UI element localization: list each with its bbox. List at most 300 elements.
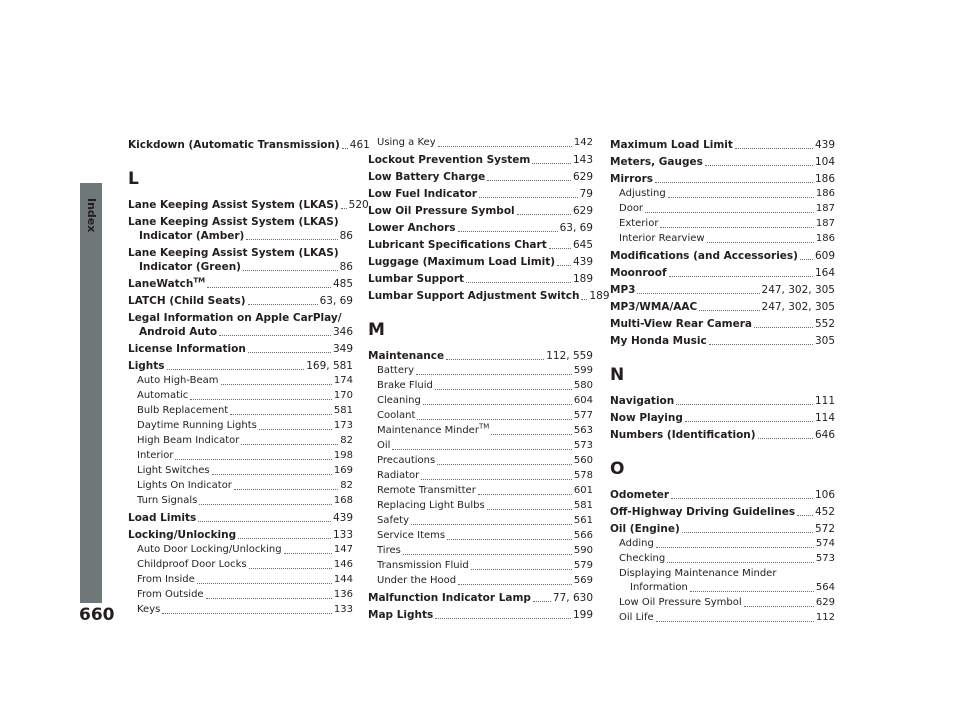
dot-leader — [487, 180, 571, 181]
page-reference: 133 — [333, 604, 353, 615]
index-entry — [610, 249, 835, 263]
index-entry-label: Keys — [137, 604, 161, 615]
index-entry — [128, 294, 353, 308]
index-subentry — [128, 573, 353, 587]
page-reference: 601 — [573, 485, 593, 496]
index-entry-label: Transmission Fluid — [377, 560, 469, 571]
index-subentry — [368, 394, 593, 408]
dot-leader — [656, 547, 814, 548]
index-column-1 — [128, 135, 370, 617]
index-entry — [610, 394, 835, 408]
page-reference: 452 — [814, 506, 835, 518]
index-entry-label: Multi-View Rear Camera — [610, 318, 752, 330]
page-reference: 572 — [814, 523, 835, 535]
dot-leader — [246, 239, 337, 240]
index-entry — [368, 591, 593, 605]
index-subentry — [610, 581, 835, 595]
page-reference: 349 — [332, 343, 353, 355]
index-subentry — [128, 404, 353, 418]
trademark-mark: TM — [193, 276, 206, 285]
index-subentry — [128, 603, 353, 617]
dot-leader — [667, 562, 814, 563]
dot-leader — [438, 146, 572, 147]
dot-leader — [645, 212, 814, 213]
page-reference: 106 — [814, 489, 835, 501]
page-reference: 174 — [333, 375, 353, 386]
index-subentry — [368, 574, 593, 588]
dot-leader — [238, 538, 331, 539]
index-subentry — [128, 389, 353, 403]
index-entry-label: LATCH (Child Seats) — [128, 295, 246, 307]
index-entry-text: Lane Keeping Assist System (LKAS) — [128, 216, 339, 228]
dot-leader — [341, 208, 347, 209]
index-entry-label: Navigation — [610, 395, 675, 407]
page-reference: 439 — [572, 256, 593, 268]
index-entry — [128, 342, 353, 356]
page-reference: 168 — [333, 495, 353, 506]
index-entry-label: Kickdown (Automatic Transmission) — [128, 139, 340, 151]
index-entry-label: Daytime Running Lights — [137, 420, 257, 431]
dot-leader — [533, 601, 551, 602]
dot-leader — [437, 464, 572, 465]
page-reference: 164 — [814, 267, 835, 279]
index-entry-label: Map Lights — [368, 609, 434, 621]
page-reference: 143 — [572, 154, 593, 166]
page-reference: 86 — [339, 261, 353, 273]
page-reference: 461 — [349, 139, 370, 151]
index-entry — [610, 172, 835, 186]
dot-leader — [637, 293, 759, 294]
index-entry-label: Coolant — [377, 410, 416, 421]
dot-leader — [458, 231, 558, 232]
index-entry — [610, 411, 835, 425]
index-subentry — [128, 464, 353, 478]
dot-leader — [248, 304, 318, 305]
page-reference: 186 — [815, 233, 835, 244]
page-reference: 579 — [573, 560, 593, 571]
index-entry-label: Lights — [128, 360, 165, 372]
dot-leader — [581, 299, 587, 300]
dot-leader — [549, 248, 571, 249]
index-entry-label: Low Battery Charge — [368, 171, 486, 183]
dot-leader — [517, 214, 571, 215]
index-subentry — [368, 514, 593, 528]
dot-leader — [207, 287, 331, 288]
index-entry — [368, 255, 593, 269]
dot-leader — [417, 419, 572, 420]
index-entry-label: Load Limits — [128, 512, 197, 524]
page-reference: 136 — [333, 589, 353, 600]
index-subentry — [368, 379, 593, 393]
index-entry — [368, 238, 593, 252]
index-subentry — [368, 469, 593, 483]
index-entry — [610, 317, 835, 331]
index-entry-label: License Information — [128, 343, 246, 355]
page-reference: 581 — [333, 405, 353, 416]
dot-leader — [342, 148, 348, 149]
index-subentry — [368, 544, 593, 558]
index-entry-label: Lumbar Support — [368, 273, 465, 285]
dot-leader — [416, 374, 572, 375]
page-reference: 187 — [815, 218, 835, 229]
index-entry-label: Indicator (Amber) — [139, 230, 245, 242]
page-reference: 133 — [332, 529, 353, 541]
index-entry — [610, 155, 835, 169]
index-entry — [368, 349, 593, 363]
index-entry-label: Using a Key — [377, 137, 436, 148]
page-reference: 77, 630 — [552, 592, 593, 604]
dot-leader — [190, 399, 332, 400]
page-reference: 646 — [814, 429, 835, 441]
page-reference: 111 — [814, 395, 835, 407]
dot-leader — [466, 282, 571, 283]
index-entry-label: Odometer — [610, 489, 670, 501]
index-subentry — [368, 529, 593, 543]
dot-leader — [735, 148, 813, 149]
page-reference: 79 — [579, 188, 593, 200]
page-reference: 63, 69 — [319, 295, 353, 307]
dot-leader — [446, 359, 544, 360]
page-reference: 578 — [573, 470, 593, 481]
page-reference: 199 — [572, 609, 593, 621]
index-entry-label: Modifications (and Accessories) — [610, 250, 798, 262]
index-entry — [128, 277, 353, 291]
index-entry — [610, 283, 835, 297]
index-entry-label: Lockout Prevention System — [368, 154, 531, 166]
page-reference: 645 — [572, 239, 593, 251]
dot-leader — [435, 389, 572, 390]
index-entry-label: Oil Life — [619, 612, 654, 623]
dot-leader — [758, 438, 813, 439]
page-reference: 63, 69 — [559, 222, 593, 234]
index-entry-label: Information — [630, 582, 688, 593]
index-subentry — [128, 494, 353, 508]
dot-leader — [671, 498, 813, 499]
index-entry-label: Malfunction Indicator Lamp — [368, 592, 531, 604]
index-column-3 — [610, 135, 835, 625]
index-entry-label: Lubricant Specifications Chart — [368, 239, 547, 251]
dot-leader — [197, 583, 332, 584]
index-entry-label: Numbers (Identification) — [610, 429, 756, 441]
dot-leader — [198, 521, 331, 522]
page-reference: 144 — [333, 574, 353, 585]
index-subentry — [368, 454, 593, 468]
dot-leader — [230, 414, 332, 415]
index-entry-label: Tires — [377, 545, 401, 556]
index-subentry — [610, 552, 835, 566]
dot-leader — [284, 553, 332, 554]
dot-leader — [705, 165, 813, 166]
dot-leader — [690, 591, 814, 592]
dot-leader — [249, 568, 332, 569]
page-reference: 104 — [814, 156, 835, 168]
index-entry-text: Legal Information on Apple CarPlay/ — [128, 312, 342, 324]
dot-leader — [219, 335, 331, 336]
index-entry-label: Now Playing — [610, 412, 683, 424]
index-entry — [368, 170, 593, 184]
page-reference: 189 — [572, 273, 593, 285]
page-reference: 439 — [814, 139, 835, 151]
index-entry-label: Lumbar Support Adjustment Switch — [368, 290, 580, 302]
page-reference: 189 — [589, 290, 610, 302]
index-subentry — [610, 217, 835, 231]
index-entry — [128, 511, 353, 525]
section-letter: M — [368, 320, 385, 340]
page-reference: 169 — [333, 465, 353, 476]
index-entry-label: Exterior — [619, 218, 659, 229]
page-reference: 86 — [339, 230, 353, 242]
dot-leader — [411, 524, 572, 525]
page-reference: 146 — [333, 559, 353, 570]
page-reference: 629 — [572, 171, 593, 183]
index-entry-label: From Inside — [137, 574, 195, 585]
index-entry — [610, 522, 835, 536]
page-reference: 604 — [573, 395, 593, 406]
page-reference: 112 — [815, 612, 835, 623]
page-reference: 114 — [814, 412, 835, 424]
page-reference: 305 — [814, 335, 835, 347]
page-reference: 574 — [815, 538, 835, 549]
page-reference: 552 — [814, 318, 835, 330]
index-entry — [128, 359, 353, 373]
page-reference: 147 — [333, 544, 353, 555]
dot-leader — [234, 489, 338, 490]
index-subentry — [368, 499, 593, 513]
index-subentry — [610, 232, 835, 246]
index-entry-label: Remote Transmitter — [377, 485, 476, 496]
page-reference: 247, 302, 305 — [761, 301, 835, 313]
index-subentry — [610, 187, 835, 201]
index-entry-label: Lane Keeping Assist System (LKAS) — [128, 199, 339, 211]
dot-leader — [668, 197, 814, 198]
dot-leader — [669, 276, 813, 277]
index-entry-label: Interior Rearview — [619, 233, 705, 244]
page-reference: 247, 302, 305 — [761, 284, 835, 296]
index-entry — [128, 138, 370, 152]
page-reference: 563 — [573, 425, 593, 436]
index-entry — [368, 153, 593, 167]
index-entry — [128, 260, 353, 274]
index-entry-label: Light Switches — [137, 465, 210, 476]
index-entry-label: Checking — [619, 553, 666, 564]
index-entry-label: Interior — [137, 450, 174, 461]
index-entry-label: Precautions — [377, 455, 436, 466]
index-entry-label: Low Oil Pressure Symbol — [619, 597, 742, 608]
index-entry — [368, 272, 593, 286]
section-letter: O — [610, 459, 625, 479]
dot-leader — [175, 459, 331, 460]
index-entry-label: Childproof Door Locks — [137, 559, 247, 570]
dot-leader — [478, 494, 572, 495]
page-reference: 564 — [815, 582, 835, 593]
dot-leader — [744, 606, 814, 607]
index-entry-label: Oil — [377, 440, 391, 451]
index-subentry — [368, 364, 593, 378]
dot-leader — [421, 479, 572, 480]
dot-leader — [206, 598, 332, 599]
dot-leader — [685, 421, 813, 422]
page-reference: 609 — [814, 250, 835, 262]
page-reference: 170 — [333, 390, 353, 401]
index-entry-label: Maintenance — [368, 350, 445, 362]
page-reference: 629 — [572, 205, 593, 217]
index-subentry — [128, 434, 353, 448]
index-subentry — [368, 136, 593, 150]
index-entry-label: Radiator — [377, 470, 420, 481]
dot-leader — [699, 310, 759, 311]
index-entry-label: Indicator (Green) — [139, 261, 241, 273]
dot-leader — [162, 613, 332, 614]
index-entry — [610, 488, 835, 502]
index-subentry — [128, 449, 353, 463]
page-reference: 112, 559 — [546, 350, 593, 362]
index-entry — [610, 428, 835, 442]
index-entry-label: Adding — [619, 538, 654, 549]
dot-leader — [435, 618, 571, 619]
index-entry-text: Displaying Maintenance Minder — [619, 568, 777, 579]
dot-leader — [167, 369, 305, 370]
index-entry-label: Lower Anchors — [368, 222, 456, 234]
index-entry-label: Cleaning — [377, 395, 421, 406]
index-entry-label: Oil (Engine) — [610, 523, 680, 535]
index-entry-label: MP3/WMA/AAC — [610, 301, 698, 313]
dot-leader — [259, 429, 332, 430]
index-entry-label: Replacing Light Bulbs — [377, 500, 485, 511]
index-entry-label: MP3 — [610, 284, 636, 296]
page-reference: 560 — [573, 455, 593, 466]
index-entry-label: Meters, Gauges — [610, 156, 703, 168]
index-entry — [610, 266, 835, 280]
dot-leader — [471, 569, 572, 570]
index-column-2 — [368, 135, 610, 622]
dot-leader — [797, 515, 813, 516]
page-reference: 577 — [573, 410, 593, 421]
index-entry-label: My Honda Music — [610, 335, 707, 347]
dot-leader — [660, 227, 813, 228]
dot-leader — [248, 352, 331, 353]
dot-leader — [458, 584, 572, 585]
index-entry — [610, 300, 835, 314]
index-tab-label: Index — [85, 198, 98, 233]
dot-leader — [656, 621, 814, 622]
dot-leader — [221, 384, 332, 385]
page-reference: 82 — [340, 480, 353, 491]
page-number: 660 — [79, 605, 115, 625]
dot-leader — [487, 509, 572, 510]
dot-leader — [243, 270, 338, 271]
dot-leader — [212, 474, 332, 475]
index-entry — [128, 325, 353, 339]
dot-leader — [557, 265, 571, 266]
dot-leader — [532, 163, 571, 164]
index-subentry — [368, 484, 593, 498]
index-entry — [610, 505, 835, 519]
dot-leader — [800, 259, 813, 260]
index-entry — [368, 608, 593, 622]
index-entry-label: Locking/Unlocking — [128, 529, 237, 541]
page-reference: 485 — [332, 278, 353, 290]
index-entry-label: Android Auto — [139, 326, 218, 338]
index-entry-label: Adjusting — [619, 188, 666, 199]
dot-leader — [491, 434, 572, 435]
index-entry-label: Automatic — [137, 390, 189, 401]
page-reference: 82 — [340, 435, 353, 446]
index-entry — [128, 229, 353, 243]
index-entry-label: Auto High-Beam — [137, 375, 219, 386]
page-reference: 629 — [815, 597, 835, 608]
page-reference: 169, 581 — [306, 360, 353, 372]
index-entry — [128, 198, 369, 212]
page-reference: 173 — [333, 420, 353, 431]
index-subentry — [610, 596, 835, 610]
dot-leader — [199, 504, 332, 505]
index-subentry — [368, 424, 593, 438]
index-subentry — [368, 439, 593, 453]
index-entry-label: Service Items — [377, 530, 446, 541]
page-reference: 573 — [815, 553, 835, 564]
dot-leader — [392, 449, 571, 450]
index-entry-label: LaneWatch™ — [128, 276, 206, 290]
index-entry-label: Lights On Indicator — [137, 480, 232, 491]
page-reference: 599 — [573, 365, 593, 376]
index-subentry — [128, 374, 353, 388]
index-entry-label: Maintenance Minder™ — [377, 422, 490, 436]
dot-leader — [479, 197, 578, 198]
index-entry-label: Safety — [377, 515, 409, 526]
index-entry-label: From Outside — [137, 589, 204, 600]
dot-leader — [241, 444, 338, 445]
index-entry-label: Moonroof — [610, 267, 667, 279]
index-entry-label: Mirrors — [610, 173, 654, 185]
index-entry-label: Luggage (Maximum Load Limit) — [368, 256, 556, 268]
index-entry — [610, 334, 835, 348]
dot-leader — [655, 182, 813, 183]
page-reference: 186 — [815, 188, 835, 199]
index-subentry — [368, 409, 593, 423]
index-entry-label: Under the Hood — [377, 575, 457, 586]
page-reference: 187 — [815, 203, 835, 214]
dot-leader — [403, 554, 572, 555]
page-reference: 580 — [573, 380, 593, 391]
dot-leader — [423, 404, 572, 405]
page-reference: 561 — [573, 515, 593, 526]
index-tab — [80, 183, 102, 603]
index-entry — [368, 221, 593, 235]
page-reference: 142 — [573, 137, 593, 148]
index-entry-label: Low Oil Pressure Symbol — [368, 205, 515, 217]
index-entry-label: Off-Highway Driving Guidelines — [610, 506, 796, 518]
index-subentry — [368, 559, 593, 573]
index-entry-label: Bulb Replacement — [137, 405, 229, 416]
index-entry-label: Auto Door Locking/Unlocking — [137, 544, 282, 555]
page-reference: 590 — [573, 545, 593, 556]
index-subentry — [128, 479, 353, 493]
index-subentry — [128, 419, 353, 433]
dot-leader — [682, 532, 813, 533]
page-reference: 520 — [348, 199, 369, 211]
dot-leader — [447, 539, 572, 540]
index-entry — [610, 138, 835, 152]
page-reference: 569 — [573, 575, 593, 586]
page-reference: 346 — [332, 326, 353, 338]
page-reference: 198 — [333, 450, 353, 461]
section-letter: L — [128, 169, 139, 189]
index-entry-text: Lane Keeping Assist System (LKAS) — [128, 247, 339, 259]
index-entry-label: Brake Fluid — [377, 380, 433, 391]
dot-leader — [707, 242, 814, 243]
index-entry — [368, 289, 610, 303]
index-subentry — [610, 202, 835, 216]
